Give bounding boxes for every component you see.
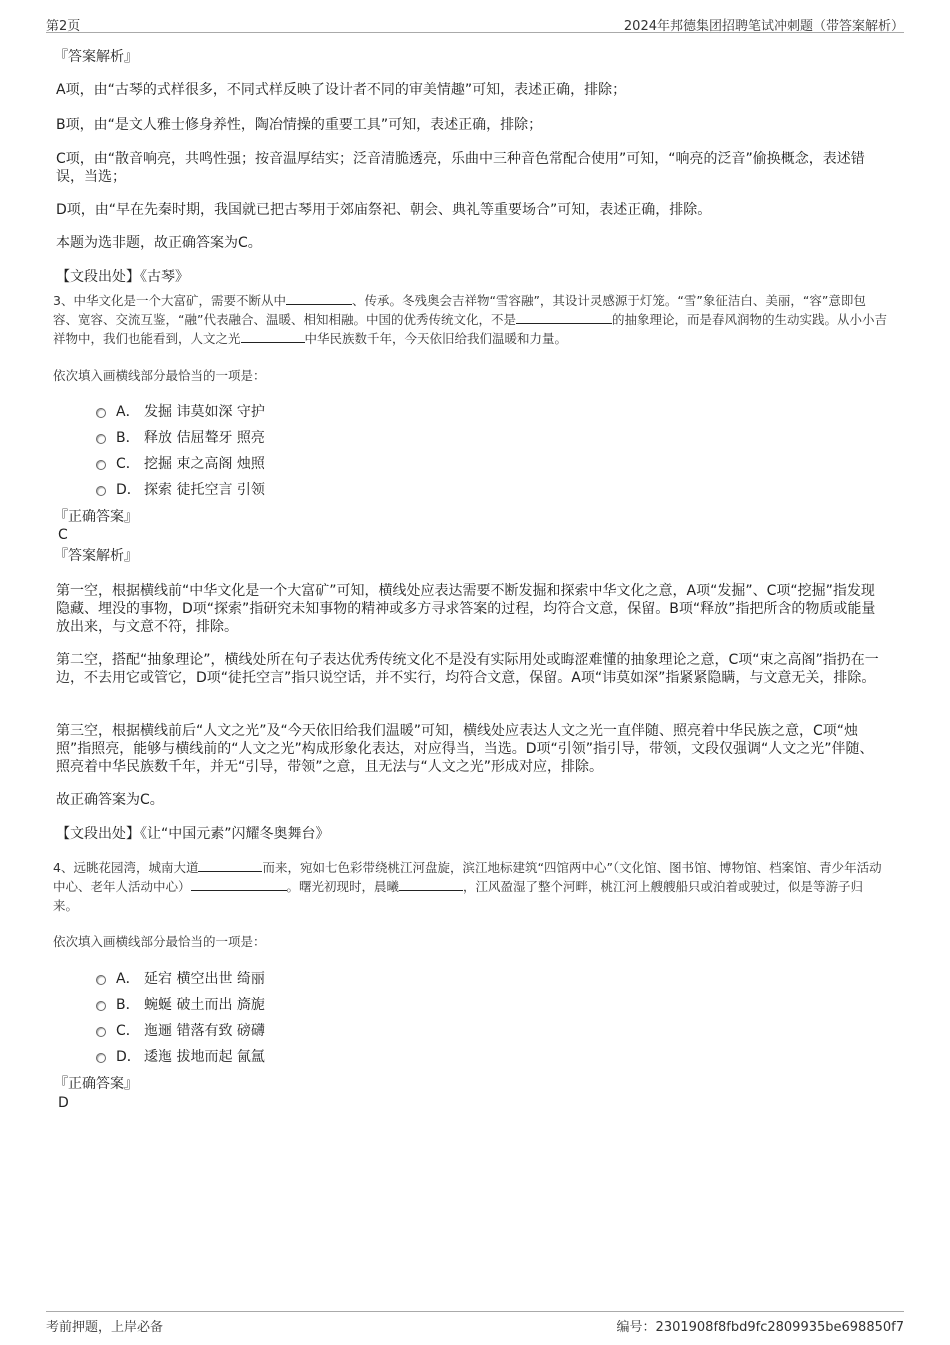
q4-answer-label: 『正确答案』	[54, 1076, 138, 1092]
q4-blank-3	[399, 878, 463, 891]
q3-options	[56, 399, 656, 503]
prev-analysis-a: A项，由“古琴的式样很多，不同式样反映了设计者不同的审美情趣”可知，表述正确，排除；	[56, 82, 627, 98]
radio-icon[interactable]	[96, 1027, 106, 1037]
q3-option-b[interactable]: B． 释放 佶屈聱牙 照亮	[56, 425, 656, 451]
prev-conclusion: 本题为选非题，故正确答案为C。	[56, 235, 262, 251]
page-footer	[46, 1311, 904, 1334]
q4-prompt: 依次填入画横线部分最恰当的一项是：	[53, 934, 266, 949]
page-header	[46, 12, 904, 33]
q3-blank-3	[241, 330, 305, 343]
radio-icon[interactable]	[96, 408, 106, 418]
q3-analysis-label: 『答案解析』	[54, 548, 138, 564]
q4-options	[56, 966, 656, 1070]
prev-analysis-label: 『答案解析』	[54, 49, 138, 65]
page-number: 第2页	[46, 19, 81, 34]
prev-source: 【文段出处】《古琴》	[56, 269, 189, 285]
q3-answer: C	[58, 527, 68, 543]
q3-prompt: 依次填入画横线部分最恰当的一项是：	[53, 368, 266, 383]
q3-option-a[interactable]: A． 发掘 讳莫如深 守护	[56, 399, 656, 425]
q3-blank-2	[516, 311, 612, 324]
prev-analysis-d: D项，由“早在先秦时期，我国就已把古琴用于郊庙祭祀、朝会、典礼等重要场合”可知，表述正确，排除。	[56, 202, 712, 218]
footer-slogan: 考前押题，上岸必备	[46, 1320, 164, 1335]
prev-analysis-b: B项，由“是文人雅士修身养性，陶冶情操的重要工具”可知，表述正确，排除；	[56, 117, 543, 133]
q3-analysis-2: 第二空，搭配“抽象理论”，横线处所在句子表达优秀传统文化不是没有实际用处或晦涩难懂的抽象理论之意，C项“束之高阁”指扔在一边，不去用它或管它，D项“徒托空言”指只说空话，并不实行，均符合文意，保留。A项“讳莫如深”指紧紧隐瞒，与文意无关，排除。	[56, 652, 879, 686]
q4-option-c[interactable]: C． 迤逦 错落有致 磅礴	[56, 1018, 656, 1044]
q4-answer: D	[58, 1095, 69, 1111]
q4-option-a[interactable]: A． 延宕 横空出世 绮丽	[56, 966, 656, 992]
q3-answer-label: 『正确答案』	[54, 509, 138, 525]
radio-icon[interactable]	[96, 486, 106, 496]
q3-option-d[interactable]: D． 探索 徒托空言 引领	[56, 477, 656, 503]
q4-stem: 4、远眺花园湾，城南大道 而来，宛如七色彩带绕桃江河盘旋，滨江地标建筑“四馆两中心”（文化馆、图书馆、博物馆、档案馆、青少年活动中心、老年人活动中心） 。曙光初现时，晨曦 ，江风盈湿了整个河畔，桃江河上艘艘船只或泊着或驶过，似是等游子归来。	[53, 860, 882, 913]
q3-option-c[interactable]: C． 挖掘 束之高阁 烛照	[56, 451, 656, 477]
q3-blank-1	[286, 292, 352, 305]
q3-conclusion: 故正确答案为C。	[56, 792, 164, 808]
q4-option-b[interactable]: B． 蜿蜒 破土而出 旖旎	[56, 992, 656, 1018]
radio-icon[interactable]	[96, 975, 106, 985]
radio-icon[interactable]	[96, 460, 106, 470]
q4-blank-1	[198, 859, 262, 872]
q3-source: 【文段出处】《让“中国元素”闪耀冬奥舞台》	[56, 826, 330, 842]
q4-blank-2	[191, 878, 287, 891]
prev-analysis-c: C项，由“散音响亮，共鸣性强；按音温厚结实；泛音清脆透亮，乐曲中三种音色常配合使用”可知，“响亮的泛音”偷换概念，表述错误，当选；	[56, 151, 865, 185]
q3-stem: 3、中华文化是一个大富矿，需要不断从中 、传承。冬残奥会吉祥物“雪容融”，其设计灵感源于灯笼。“雪”象征洁白、美丽，“容”意即包容、宽容、交流互鉴，“融”代表融合、温暖、相知相融。中国的优秀传统文化，不是 的抽象理论，而是春风润物的生动实践。从小小吉祥物中，我们也能看到，人文之光 中华民族数千年，今天依旧给我们温暖和力量。	[53, 293, 887, 346]
document-title: 2024年邦德集团招聘笔试冲刺题（带答案解析）	[623, 19, 904, 34]
q3-analysis-3: 第三空，根据横线前后“人文之光”及“今天依旧给我们温暖”可知，横线处应表达人文之光一直伴随、照亮着中华民族之意，C项“烛照”指照亮，能够与横线前的“人文之光”构成形象化表达，对应得当，当选。D项“引领”指引导，带领，文段仅强调“人文之光”伴随、照亮着中华民族数千年，并无“引导，带领”之意，且无法与“人文之光”形成对应，排除。	[56, 723, 874, 775]
q4-option-d[interactable]: D． 逶迤 拔地而起 氤氲	[56, 1044, 656, 1070]
q3-analysis-1: 第一空，根据横线前“中华文化是一个大富矿”可知，横线处应表达需要不断发掘和探索中华文化之意，A项“发掘”、C项“挖掘”指发现隐藏、埋没的事物，D项“探索”指研究未知事物的精神或多方寻求答案的过程，均符合文意，保留。B项“释放”指把所含的物质或能量放出来，与文意不符，排除。	[56, 583, 876, 635]
radio-icon[interactable]	[96, 1001, 106, 1011]
document-id: 编号：2301908f8fbd9fc2809935be698850f7	[616, 1320, 904, 1335]
radio-icon[interactable]	[96, 434, 106, 444]
radio-icon[interactable]	[96, 1053, 106, 1063]
